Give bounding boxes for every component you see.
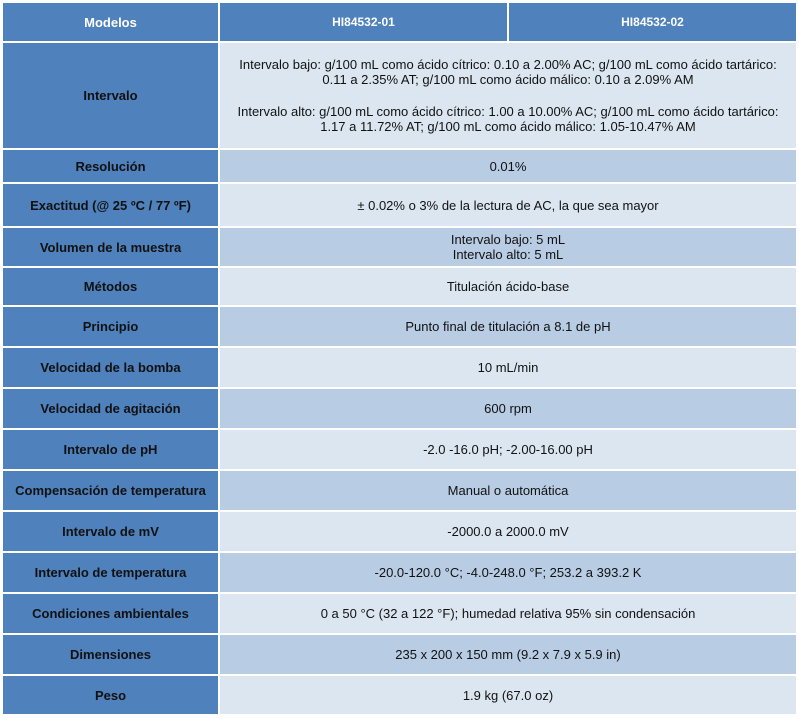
row-metodos: [3, 268, 796, 305]
row-volumen: [3, 228, 796, 266]
model-2-heading: HI84532-02: [509, 3, 796, 41]
row-label: Intervalo de temperatura: [3, 553, 218, 592]
row-velocidad-agitacion: [3, 389, 796, 428]
row-value: [220, 43, 796, 148]
row-intervalo-ph: [3, 430, 796, 469]
row-intervalo: [3, 43, 796, 148]
volume-high-text: Intervalo alto: 5 mL: [452, 247, 564, 262]
row-label: Condiciones ambientales: [3, 594, 218, 633]
row-exactitud: [3, 184, 796, 226]
row-intervalo-temperatura: [3, 553, 796, 592]
row-label: Dimensiones: [3, 635, 218, 674]
row-value: 0 a 50 °C (32 a 122 °F); humedad relativa 95% sin condensación: [220, 594, 796, 633]
row-label: Intervalo de mV: [3, 512, 218, 551]
row-value: 1.9 kg (67.0 oz): [220, 676, 796, 714]
range-high-text: Intervalo alto: g/100 mL como ácido cítrico: 1.00 a 10.00% AC; g/100 mL como ácido tartárico: 1.17 a 11.72% AT; g/100 mL como ácido málico: 1.05-10.47% AM: [237, 104, 779, 134]
row-intervalo-mv: [3, 512, 796, 551]
specifications-table: [1, 1, 798, 716]
row-label: Velocidad de agitación: [3, 389, 218, 428]
row-value: 0.01%: [220, 150, 796, 182]
row-value: Manual o automática: [220, 471, 796, 510]
row-label: Resolución: [3, 150, 218, 182]
row-value: Punto final de titulación a 8.1 de pH: [220, 307, 796, 346]
row-velocidad-bomba: [3, 348, 796, 387]
row-value: -2.0 -16.0 pH; -2.00-16.00 pH: [220, 430, 796, 469]
row-label: Peso: [3, 676, 218, 714]
row-value: 10 mL/min: [220, 348, 796, 387]
row-value: -20.0-120.0 °C; -4.0-248.0 °F; 253.2 a 393.2 K: [220, 553, 796, 592]
row-label: Principio: [3, 307, 218, 346]
row-compensacion: [3, 471, 796, 510]
row-value: -2000.0 a 2000.0 mV: [220, 512, 796, 551]
row-value: ± 0.02% o 3% de la lectura de AC, la que sea mayor: [220, 184, 796, 226]
paragraph-gap: [226, 87, 790, 104]
row-label: Exactitud (@ 25 ºC / 77 ºF): [3, 184, 218, 226]
row-value: [220, 228, 796, 266]
row-value: Titulación ácido-base: [220, 268, 796, 305]
row-label: Intervalo de pH: [3, 430, 218, 469]
row-value: 235 x 200 x 150 mm (9.2 x 7.9 x 5.9 in): [220, 635, 796, 674]
row-resolucion: [3, 150, 796, 182]
row-label: Velocidad de la bomba: [3, 348, 218, 387]
row-value: 600 rpm: [220, 389, 796, 428]
model-1-heading: HI84532-01: [220, 3, 507, 41]
range-low-text: Intervalo bajo: g/100 mL como ácido cítrico: 0.10 a 2.00% AC; g/100 mL como ácido tartárico: 0.11 a 2.35% AT; g/100 mL como ácido málico: 0.10 a 2.09% AM: [239, 57, 777, 87]
row-label: Compensación de temperatura: [3, 471, 218, 510]
header-label: Modelos: [3, 3, 218, 41]
volume-low-text: Intervalo bajo: 5 mL: [450, 232, 566, 247]
row-label: Volumen de la muestra: [3, 228, 218, 266]
header-row: [3, 3, 796, 41]
row-label: Intervalo: [3, 43, 218, 148]
row-peso: [3, 676, 796, 714]
row-dimensiones: [3, 635, 796, 674]
row-condiciones: [3, 594, 796, 633]
row-label: Métodos: [3, 268, 218, 305]
row-principio: [3, 307, 796, 346]
